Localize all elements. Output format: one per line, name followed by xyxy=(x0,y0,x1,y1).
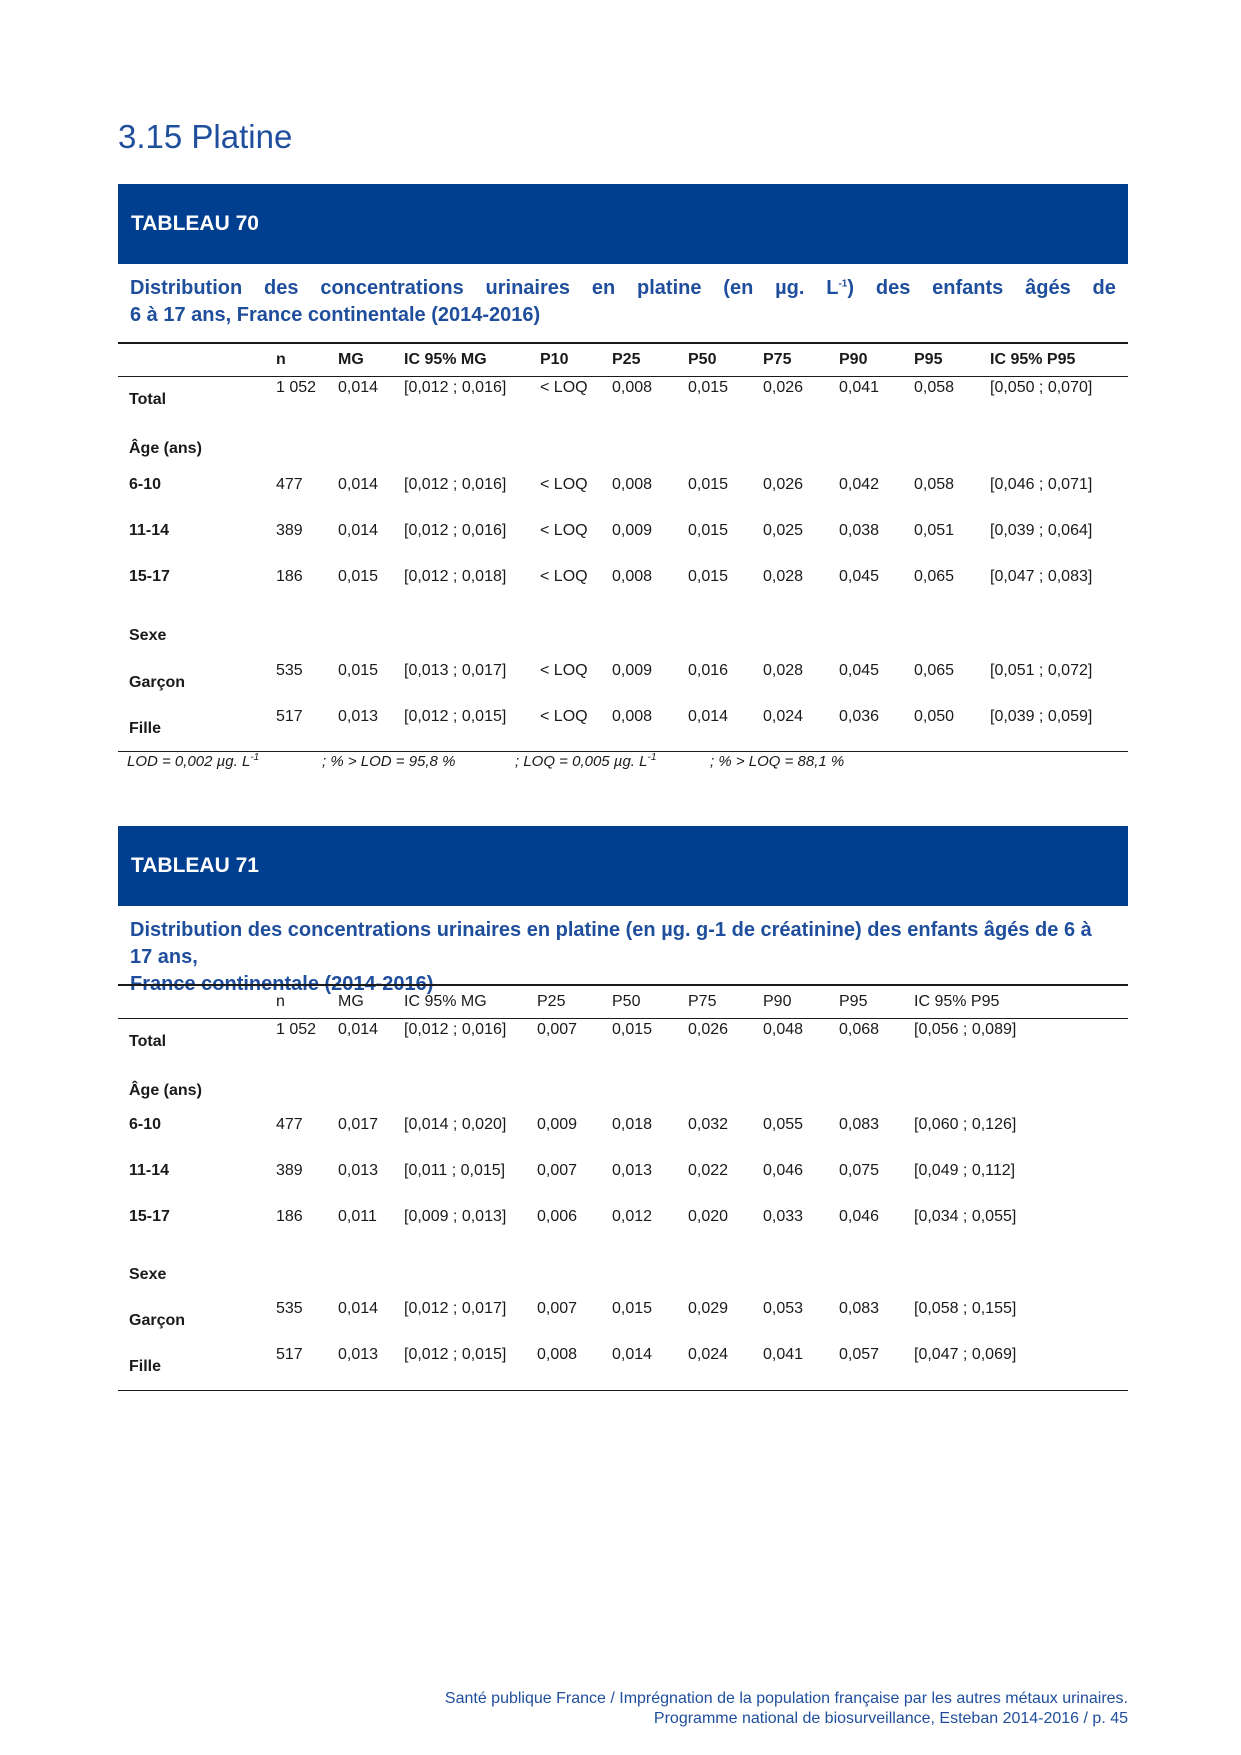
row-label: Garçon xyxy=(129,674,186,691)
table-cell: [0,050 ; 0,070] xyxy=(990,379,1093,396)
table-row xyxy=(118,1300,1128,1329)
column-header: P90 xyxy=(763,993,792,1010)
table-row xyxy=(118,1082,1128,1100)
table-cell: 0,008 xyxy=(612,568,653,585)
table-cell: 0,065 xyxy=(914,568,955,585)
table-71-caption-line2: France continentale (2014-2016) xyxy=(130,973,434,995)
column-header: P25 xyxy=(537,993,566,1010)
caption-word: de xyxy=(1092,277,1116,299)
table-row xyxy=(118,440,1128,458)
table-cell: 0,015 xyxy=(688,476,729,493)
table-cell: [0,012 ; 0,016] xyxy=(404,1021,507,1038)
table-row xyxy=(118,662,1128,691)
table-cell: 0,029 xyxy=(688,1300,729,1317)
table-cell: 0,017 xyxy=(338,1116,379,1133)
table-cell: 0,018 xyxy=(612,1116,653,1133)
table-cell: 0,015 xyxy=(338,568,379,585)
row-label: Fille xyxy=(129,720,162,737)
table-cell: 0,013 xyxy=(338,1346,379,1363)
column-header: n xyxy=(276,351,286,368)
table-cell: [0,012 ; 0,016] xyxy=(404,379,507,396)
table-cell: 0,009 xyxy=(612,522,653,539)
table-row xyxy=(118,627,1128,645)
table-row xyxy=(118,708,1128,737)
table-cell: 0,007 xyxy=(537,1021,578,1038)
table-cell: 0,036 xyxy=(839,708,880,725)
table-cell: < LOQ xyxy=(540,662,588,679)
table-cell: 0,011 xyxy=(338,1208,377,1225)
table-cell: 0,028 xyxy=(763,662,804,679)
table-cell: < LOQ xyxy=(540,379,588,396)
column-header: IC 95% P95 xyxy=(990,351,1076,368)
table-cell: 0,053 xyxy=(763,1300,804,1317)
table-cell: 0,007 xyxy=(537,1162,578,1179)
column-header: P75 xyxy=(763,351,792,368)
table-cell: 0,015 xyxy=(612,1300,653,1317)
caption-word: (en xyxy=(723,277,754,299)
caption-word: Distribution xyxy=(130,277,243,299)
table-cell: [0,047 ; 0,069] xyxy=(914,1346,1017,1363)
table-cell: 0,083 xyxy=(839,1116,880,1133)
page-footer xyxy=(445,1689,1128,1729)
table-cell: 0,057 xyxy=(839,1346,880,1363)
caption-word: concentrations xyxy=(320,277,464,299)
table-cell: 0,065 xyxy=(914,662,955,679)
table-cell: [0,058 ; 0,155] xyxy=(914,1300,1017,1317)
table-cell: 0,024 xyxy=(763,708,804,725)
table-cell: 1 052 xyxy=(276,379,317,396)
table-cell: 0,015 xyxy=(612,1021,653,1038)
table-cell: 0,009 xyxy=(612,662,653,679)
table-cell: 0,013 xyxy=(338,1162,379,1179)
table-cell: [0,056 ; 0,089] xyxy=(914,1021,1017,1038)
table-cell: 0,026 xyxy=(763,476,804,493)
table-cell: 0,015 xyxy=(338,662,379,679)
table-cell: 0,008 xyxy=(612,476,653,493)
table-cell: 0,058 xyxy=(914,379,955,396)
table-cell: 0,026 xyxy=(763,379,804,396)
row-label: Total xyxy=(129,1033,167,1050)
table-row xyxy=(118,1162,1128,1180)
table-cell: 0,045 xyxy=(839,662,880,679)
table-cell: [0,012 ; 0,017] xyxy=(404,1300,507,1317)
table-cell: [0,012 ; 0,015] xyxy=(404,708,507,725)
table-cell: 477 xyxy=(276,476,303,493)
table-cell: 0,083 xyxy=(839,1300,880,1317)
table-cell: 0,007 xyxy=(537,1300,578,1317)
table-cell: 0,033 xyxy=(763,1208,804,1225)
table-cell: 477 xyxy=(276,1116,303,1133)
table-cell: [0,060 ; 0,126] xyxy=(914,1116,1017,1133)
section-title: 3.15 Platine xyxy=(118,118,293,155)
pct-lod-note: ; % > LOD = 95,8 % xyxy=(322,753,456,770)
row-label: 6-10 xyxy=(129,1116,162,1133)
caption-unit xyxy=(826,275,854,302)
row-label: Total xyxy=(129,391,167,408)
table-71-caption-line1: Distribution des concentrations urinaires en platine (en µg. g-1 de créatinine) des enfants âgés de 6 à 17 ans, xyxy=(130,919,1092,968)
table-cell: 0,014 xyxy=(338,1021,379,1038)
table-cell: [0,039 ; 0,059] xyxy=(990,708,1093,725)
table-cell: [0,012 ; 0,018] xyxy=(404,568,507,585)
table-cell: 0,015 xyxy=(688,379,729,396)
table-70-caption-line1 xyxy=(130,275,1116,302)
table-cell: 0,046 xyxy=(839,1208,880,1225)
table-row xyxy=(118,522,1128,540)
table-row xyxy=(118,568,1128,586)
table-cell: 0,008 xyxy=(612,708,653,725)
row-label: Âge (ans) xyxy=(129,440,202,457)
table-cell: 0,025 xyxy=(763,522,804,539)
table-cell: 0,014 xyxy=(338,522,379,539)
loq-note: ; LOQ = 0,005 µg. $L^{-1}$ xyxy=(515,752,657,770)
table-cell: 389 xyxy=(276,1162,303,1179)
table-cell: 0,022 xyxy=(688,1162,729,1179)
column-header: MG xyxy=(338,351,364,368)
column-header: P10 xyxy=(540,351,569,368)
table-bottom-rule xyxy=(118,751,1128,752)
row-label: Sexe xyxy=(129,627,167,644)
table-cell: [0,049 ; 0,112] xyxy=(914,1162,1016,1179)
caption-word: platine xyxy=(637,277,702,299)
table-cell: 0,012 xyxy=(612,1208,653,1225)
column-header: IC 95% P95 xyxy=(914,993,1000,1010)
table-cell: 0,051 xyxy=(914,522,955,539)
table-cell: [0,012 ; 0,015] xyxy=(404,1346,507,1363)
table-cell: 0,014 xyxy=(612,1346,653,1363)
table-cell: 0,014 xyxy=(338,379,379,396)
table-header-row xyxy=(118,342,1128,377)
row-label: Garçon xyxy=(129,1312,186,1329)
table-cell: 0,014 xyxy=(688,708,729,725)
table-row xyxy=(118,379,1128,408)
table-cell: 0,024 xyxy=(688,1346,729,1363)
table-71-banner: TABLEAU 71 xyxy=(118,826,1128,906)
table-cell: 0,075 xyxy=(839,1162,880,1179)
table-cell: 0,045 xyxy=(839,568,880,585)
column-header: MG xyxy=(338,993,364,1010)
table-cell: 0,008 xyxy=(612,379,653,396)
footer-line1: Santé publique France / Imprégnation de la population française par les autres métaux urinaires. xyxy=(444,1690,1128,1707)
row-label: Fille xyxy=(129,1358,162,1375)
table-cell: [0,039 ; 0,064] xyxy=(990,522,1093,539)
column-header: P90 xyxy=(839,351,868,368)
table-cell: 1 052 xyxy=(276,1021,317,1038)
column-header: P75 xyxy=(688,993,717,1010)
column-header: P95 xyxy=(914,351,943,368)
table-cell: 389 xyxy=(276,522,303,539)
row-label: Âge (ans) xyxy=(129,1082,202,1099)
table-cell: [0,051 ; 0,072] xyxy=(990,662,1093,679)
column-header: P50 xyxy=(688,351,717,368)
table-header-row xyxy=(118,984,1128,1019)
table-cell: 0,042 xyxy=(839,476,880,493)
table-row xyxy=(118,1266,1128,1284)
table-cell: 0,038 xyxy=(839,522,880,539)
table-cell: 0,008 xyxy=(537,1346,578,1363)
table-cell: 0,046 xyxy=(763,1162,804,1179)
caption-word: en xyxy=(591,277,616,299)
caption-close-paren: ) xyxy=(847,277,855,299)
table-cell: 0,015 xyxy=(688,568,729,585)
table-cell: 186 xyxy=(276,1208,303,1225)
table-cell: 0,013 xyxy=(338,708,379,725)
table-cell: 0,068 xyxy=(839,1021,880,1038)
table-cell: < LOQ xyxy=(540,708,588,725)
table-cell: 0,016 xyxy=(688,662,729,679)
table-row xyxy=(118,476,1128,494)
caption-word: enfants xyxy=(932,277,1004,299)
table-cell: 0,014 xyxy=(338,1300,379,1317)
table-cell: [0,011 ; 0,015] xyxy=(404,1162,506,1179)
table-cell: [0,009 ; 0,013] xyxy=(404,1208,507,1225)
row-label: 11-14 xyxy=(129,522,170,539)
table-cell: < LOQ xyxy=(540,568,588,585)
column-header: P95 xyxy=(839,993,868,1010)
table-cell: 0,009 xyxy=(537,1116,578,1133)
row-label: 6-10 xyxy=(129,476,162,493)
table-cell: 0,015 xyxy=(688,522,729,539)
footer-line2: Programme national de biosurveillance, Esteban 2014-2016 / p. 45 xyxy=(653,1710,1128,1727)
caption-word: des xyxy=(875,277,911,299)
table-cell: 0,041 xyxy=(839,379,880,396)
caption-word: urinaires xyxy=(485,277,571,299)
column-header: P50 xyxy=(612,993,641,1010)
row-label: Sexe xyxy=(129,1266,167,1283)
table-cell: < LOQ xyxy=(540,522,588,539)
table-cell: [0,012 ; 0,016] xyxy=(404,476,507,493)
column-header: IC 95% MG xyxy=(404,993,487,1010)
table-cell: 0,020 xyxy=(688,1208,729,1225)
table-70-caption-line2: 6 à 17 ans, France continentale (2014-2016) xyxy=(130,304,541,326)
table-cell: 0,028 xyxy=(763,568,804,585)
table-cell: 0,026 xyxy=(688,1021,729,1038)
table-cell: [0,013 ; 0,017] xyxy=(404,662,507,679)
table-cell: [0,046 ; 0,071] xyxy=(990,476,1093,493)
table-row xyxy=(118,1346,1128,1375)
caption-word: L xyxy=(826,277,839,299)
table-cell: 535 xyxy=(276,1300,303,1317)
caption-word: µg. xyxy=(775,277,805,299)
table-cell: 517 xyxy=(276,1346,303,1363)
table-cell: 0,050 xyxy=(914,708,955,725)
table-cell: [0,014 ; 0,020] xyxy=(404,1116,507,1133)
table-bottom-rule xyxy=(118,1390,1128,1391)
row-label: 15-17 xyxy=(129,568,170,585)
table-cell: 0,014 xyxy=(338,476,379,493)
column-header: IC 95% MG xyxy=(404,351,487,368)
table-70-caption xyxy=(130,275,1116,329)
table-row xyxy=(118,1021,1128,1050)
table-cell: 0,006 xyxy=(537,1208,578,1225)
table-cell: 0,048 xyxy=(763,1021,804,1038)
row-label: 15-17 xyxy=(129,1208,170,1225)
table-cell: [0,012 ; 0,016] xyxy=(404,522,507,539)
table-cell: 0,058 xyxy=(914,476,955,493)
table-cell: 0,055 xyxy=(763,1116,804,1133)
table-cell: [0,047 ; 0,083] xyxy=(990,568,1093,585)
column-header: n xyxy=(276,993,285,1010)
caption-word: âgés xyxy=(1025,277,1071,299)
row-label: 11-14 xyxy=(129,1162,170,1179)
lod-note: LOD = 0,002 µg. $L^{-1}$ xyxy=(127,752,260,770)
table-70-banner: TABLEAU 70 xyxy=(118,184,1128,264)
table-cell: 0,032 xyxy=(688,1116,729,1133)
pct-loq-note: ; % > LOQ = 88,1 % xyxy=(710,753,845,770)
caption-word: des xyxy=(264,277,299,299)
column-header: P25 xyxy=(612,351,641,368)
caption-unit-sup: -1 xyxy=(838,278,848,290)
table-cell: 0,041 xyxy=(763,1346,804,1363)
table-row xyxy=(118,1208,1128,1226)
table-cell: 535 xyxy=(276,662,303,679)
table-cell: 0,013 xyxy=(612,1162,653,1179)
table-cell: 186 xyxy=(276,568,303,585)
table-cell: < LOQ xyxy=(540,476,588,493)
table-cell: 517 xyxy=(276,708,303,725)
table-row xyxy=(118,1116,1128,1134)
table-cell: [0,034 ; 0,055] xyxy=(914,1208,1017,1225)
